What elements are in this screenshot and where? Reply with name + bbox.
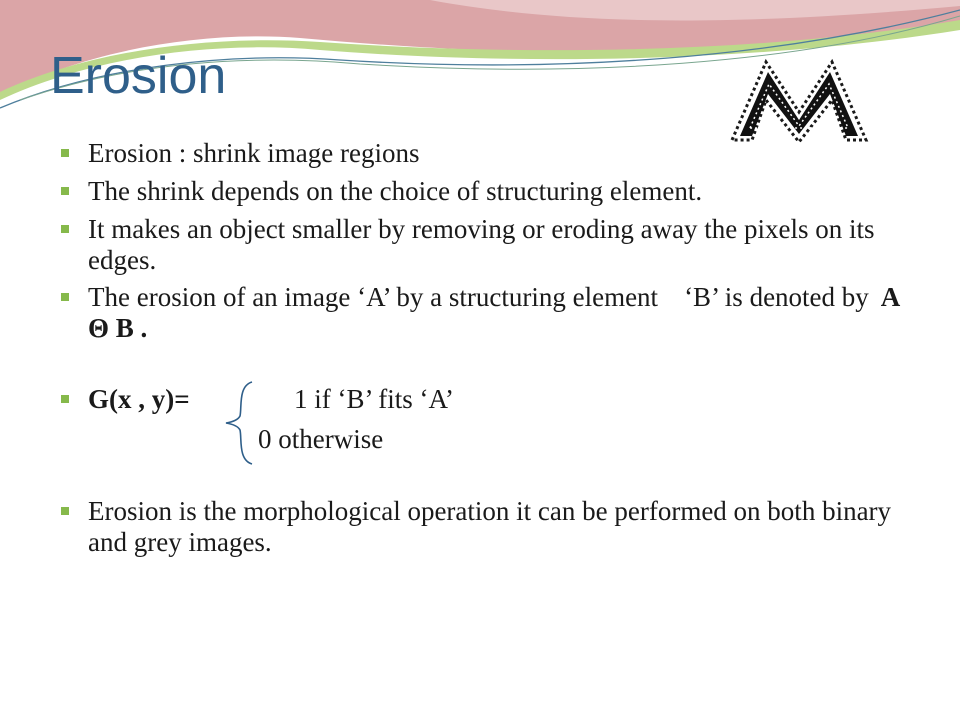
bullet-marker (61, 187, 69, 195)
slide-title: Erosion (50, 47, 227, 105)
list-item (60, 214, 920, 276)
bullet-marker (61, 395, 69, 403)
m-logo-icon (728, 56, 870, 144)
bullet-text-part2: ‘B’ is (684, 282, 743, 312)
list-item (60, 138, 920, 169)
bullet-text: It makes an object smaller by removing or eroding away the pixels on its edges. (88, 214, 875, 275)
bullet-text: Erosion : shrink image regions (88, 138, 420, 168)
bullet-text: Erosion is the morphological operation it can be performed on both binary and grey images. (88, 496, 892, 557)
bullet-marker (61, 507, 69, 515)
list-item (60, 496, 920, 558)
erosion-formula (60, 384, 920, 494)
list-item (60, 176, 920, 207)
bullet-marker (61, 225, 69, 233)
bullet-marker (61, 149, 69, 157)
formula-case-1: 1 if ‘B’ fits ‘A’ (294, 384, 454, 414)
bullet-text: The shrink depends on the choice of structuring element. (88, 176, 703, 206)
bullet-text-part1: The erosion of an image ‘A’ by a structuring element (88, 282, 659, 312)
bullet-text-part3: denoted by (749, 282, 869, 312)
formula-case-2: 0 otherwise (258, 424, 384, 454)
brace-icon (220, 378, 260, 468)
list-item (60, 282, 920, 344)
erosion-symbol: A Θ B . (88, 282, 899, 343)
formula-lhs: G(x , y)= (88, 384, 190, 414)
bullet-list (60, 138, 920, 558)
bullet-marker (61, 293, 69, 301)
